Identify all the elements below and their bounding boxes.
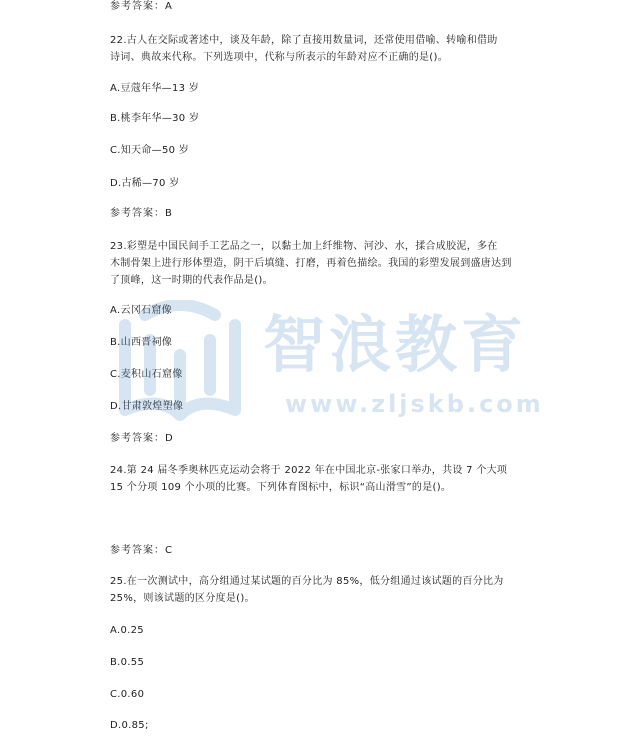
- question-25-option-b: B.0.55: [110, 657, 145, 668]
- answer-24: 参考答案：C: [110, 545, 173, 556]
- question-24-line-2: 15 个分项 109 个小项的比赛。下列体育图标中，标识“高山滑雪”的是()。: [110, 482, 452, 493]
- question-22-line-2: 诗词、典故来代称。下列选项中，代称与所表示的年龄对应不正确的是()。: [110, 52, 449, 63]
- question-25-option-a: A.0.25: [110, 625, 144, 636]
- question-23-option-a: A.云冈石窟像: [110, 305, 172, 316]
- question-23-option-d: D.甘肃敦煌塑像: [110, 401, 184, 412]
- question-25-option-d: D.0.85;: [110, 720, 149, 731]
- question-22-option-b: B.桃李年华—30 岁: [110, 113, 200, 124]
- question-23-line-1: 23.彩塑是中国民间手工艺品之一，以黏土加上纤维物、河沙、水，揉合成胶泥，多在: [110, 241, 498, 252]
- question-25-line-1: 25.在一次测试中，高分组通过某试题的百分比为 85%，低分组通过该试题的百分比为: [110, 576, 504, 587]
- answer-23: 参考答案：D: [110, 433, 174, 444]
- answer-22: 参考答案：B: [110, 208, 173, 219]
- question-23-option-b: B.山西晋祠像: [110, 337, 173, 348]
- question-22-option-a: A.豆蔻年华—13 岁: [110, 83, 200, 94]
- question-22-option-c: C.知天命—50 岁: [110, 145, 190, 156]
- question-25-line-2: 25%，则该试题的区分度是()。: [110, 593, 255, 604]
- question-23-line-2: 木制骨架上进行形体塑造，阴干后填缝、打磨，再着色描绘。我国的彩塑发展到盛唐达到: [110, 258, 512, 269]
- watermark-url: www.zljskb.com: [285, 390, 544, 418]
- question-23-line-3: 了顶峰，这一时期的代表作品是()。: [110, 275, 273, 286]
- question-23-option-c: C.麦积山石窟像: [110, 369, 183, 380]
- watermark-title: 智浪教育: [263, 308, 528, 381]
- question-22-option-d: D.古稀—70 岁: [110, 178, 180, 189]
- question-25-option-c: C.0.60: [110, 689, 145, 700]
- question-24-line-1: 24.第 24 届冬季奥林匹克运动会将于 2022 年在中国北京-张家口举办，共设 7 个大项: [110, 465, 508, 476]
- question-22-line-1: 22.古人在交际或著述中，谈及年龄，除了直接用数量词，还常使用借喻、转喻和借助: [110, 35, 498, 46]
- answer-21: 参考答案：A: [110, 1, 173, 12]
